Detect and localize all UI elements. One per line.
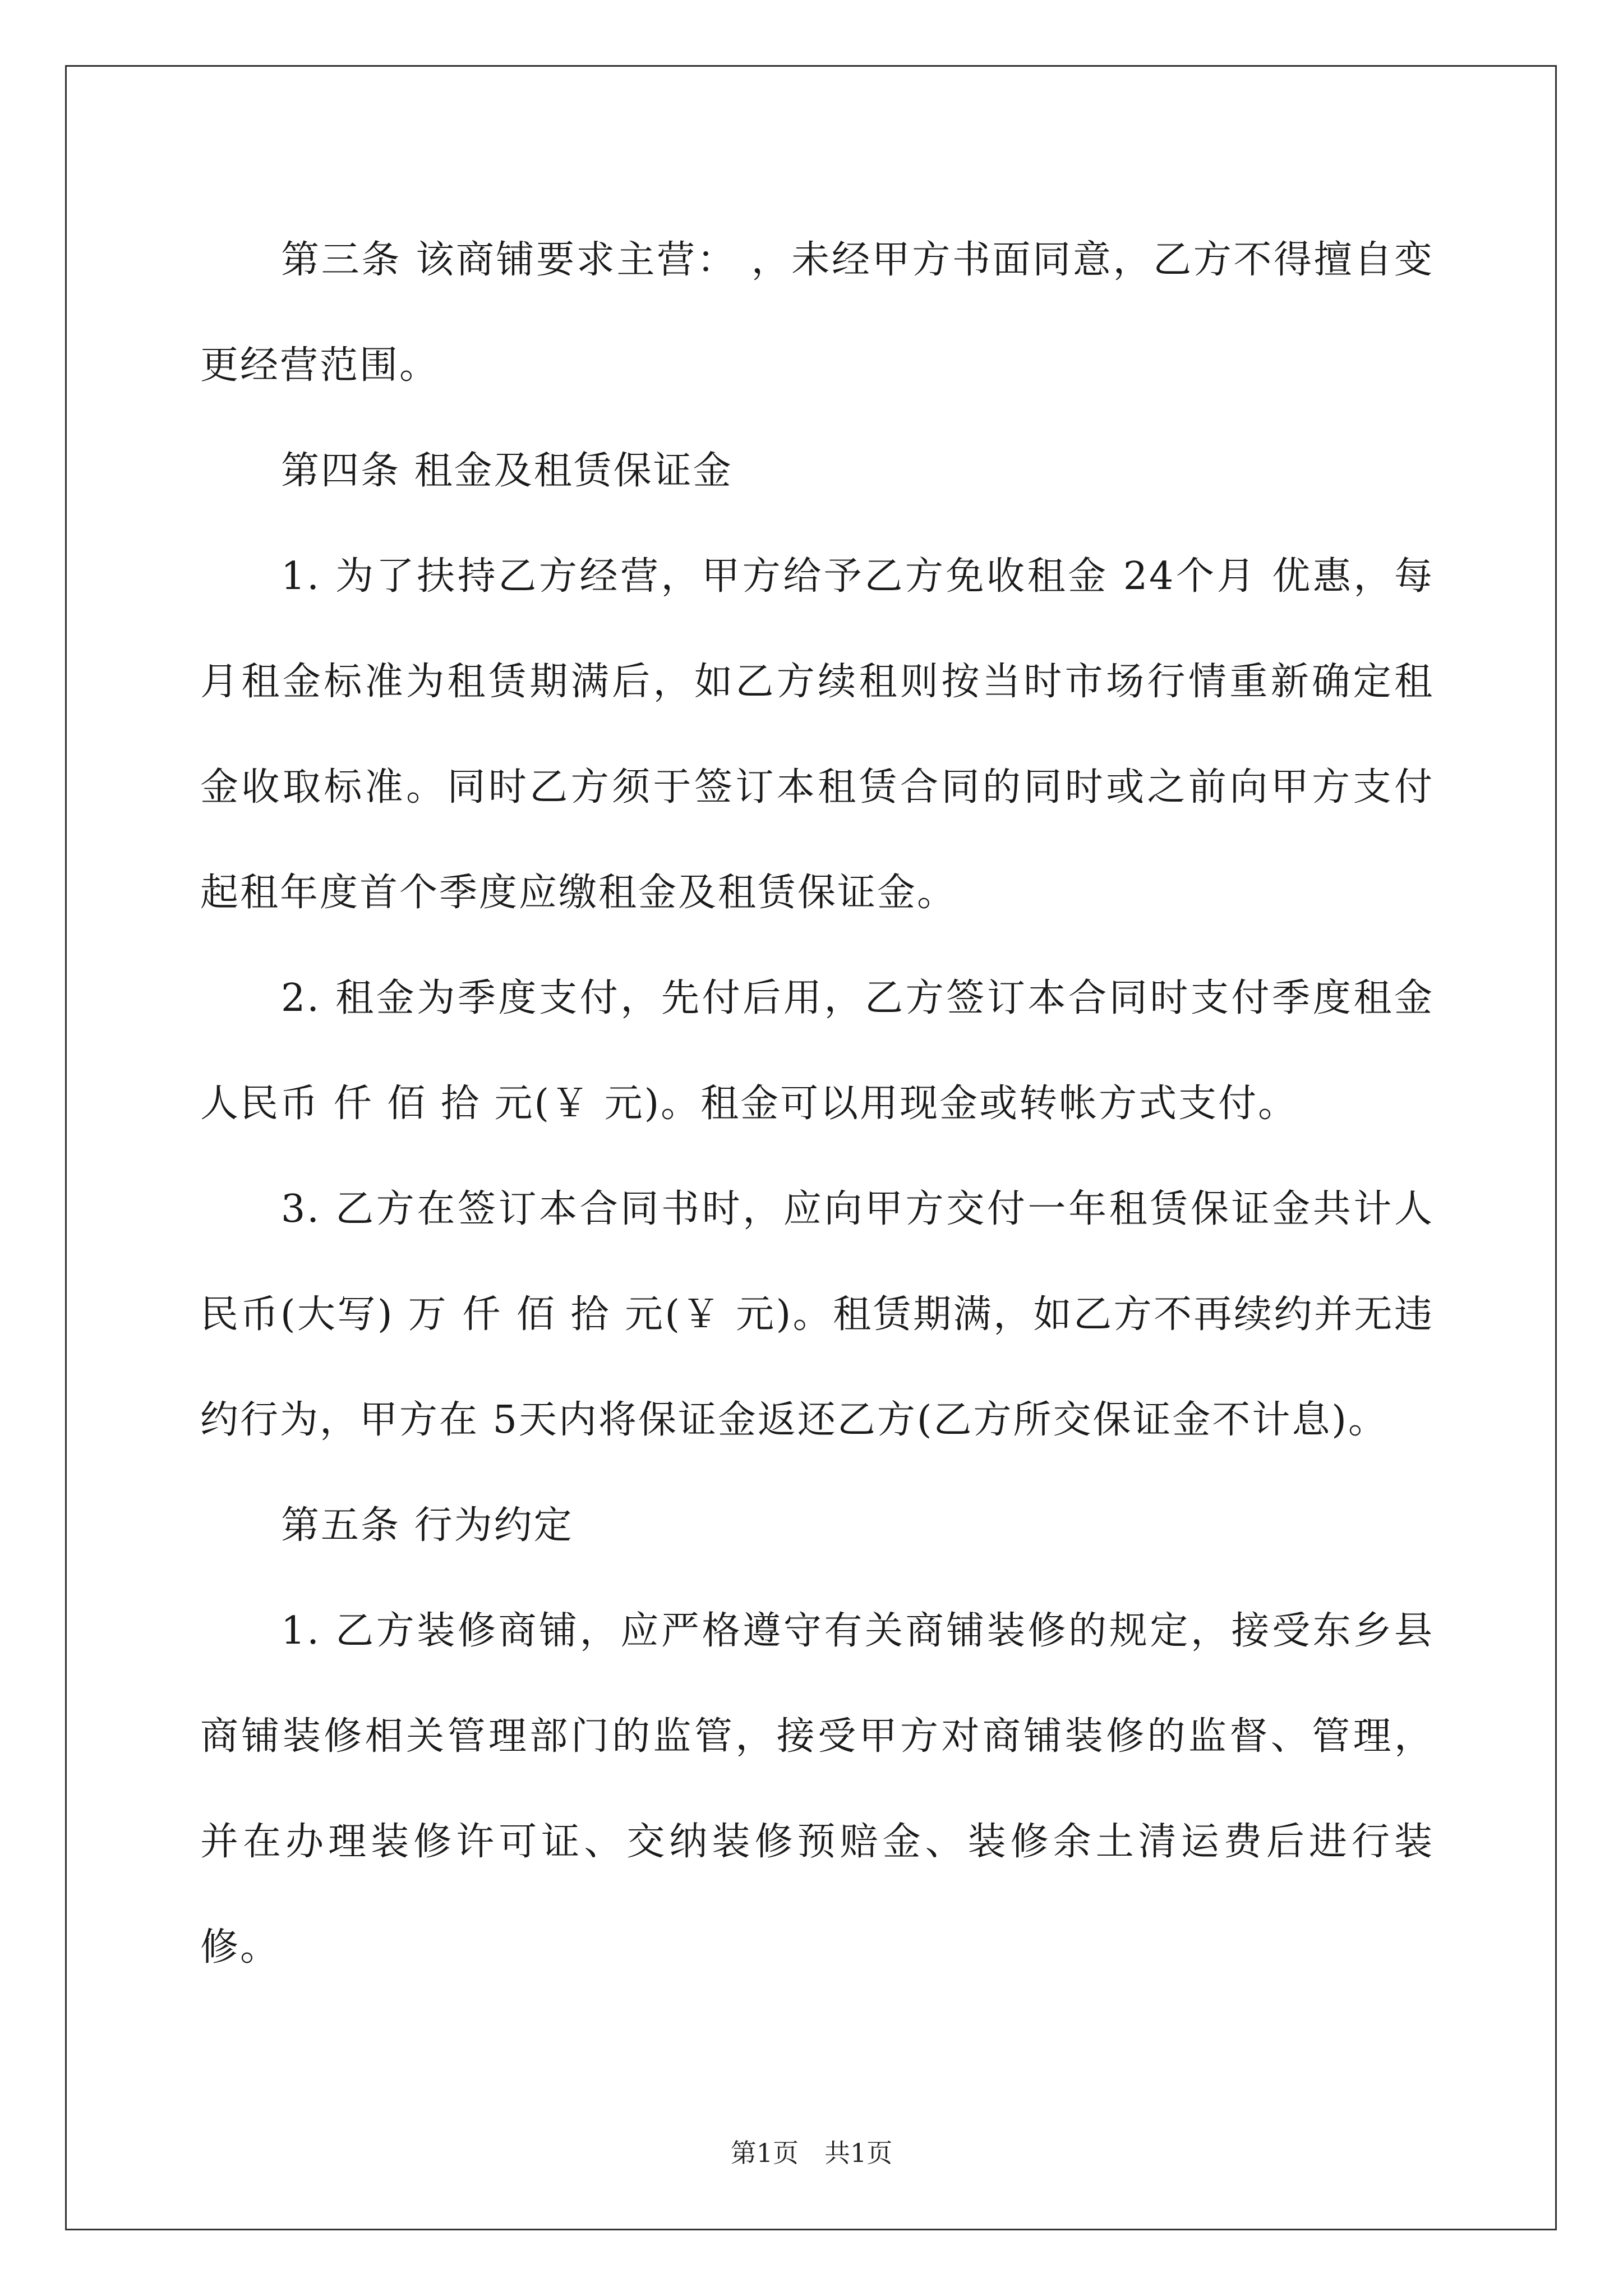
article-5-heading: 第五条 行为约定 [281,1503,574,1548]
page-number-footer: 第1页 共1页 [730,2138,893,2168]
article-4-clause-2: 2. 租金为季度支付，先付后用，乙方签订本合同时支付季度租金人民币 仟 佰 拾 元(￥ 元)。租金可以用现金或转帐方式支付。 [200,976,1434,1126]
article-5-clause-1: 1. 乙方装修商铺，应严格遵守有关商铺装修的规定，接受东乡县商铺装修相关管理部门的监管，接受甲方对商铺装修的监督、管理，并在办理装修许可证、交纳装修预赔金、装修余土清运费后进行装修。 [200,1609,1434,1970]
document-body [200,208,1434,2000]
article-4-clause-3: 3. 乙方在签订本合同书时，应向甲方交付一年租赁保证金共计人民币(大写) 万 仟 佰 拾 元(￥ 元)。租赁期满，如乙方不再续约并无违约行为，甲方在 5天内将保证金返还乙方(乙方所交保证金不计息)。 [200,1187,1434,1442]
article-4-clause-1: 1. 为了扶持乙方经营，甲方给予乙方免收租金 24个月 优惠，每月租金标准为租赁期满后，如乙方续租则按当时市场行情重新确定租金收取标准。同时乙方须于签订本租赁合同的同时或之前向甲方支付起租年度首个季度应缴租金及租赁保证金。 [200,554,1434,915]
article-3-paragraph: 第三条 该商铺要求主营： ，未经甲方书面同意，乙方不得擅自变更经营范围。 [200,238,1434,388]
article-4-heading: 第四条 租金及租赁保证金 [281,449,733,493]
